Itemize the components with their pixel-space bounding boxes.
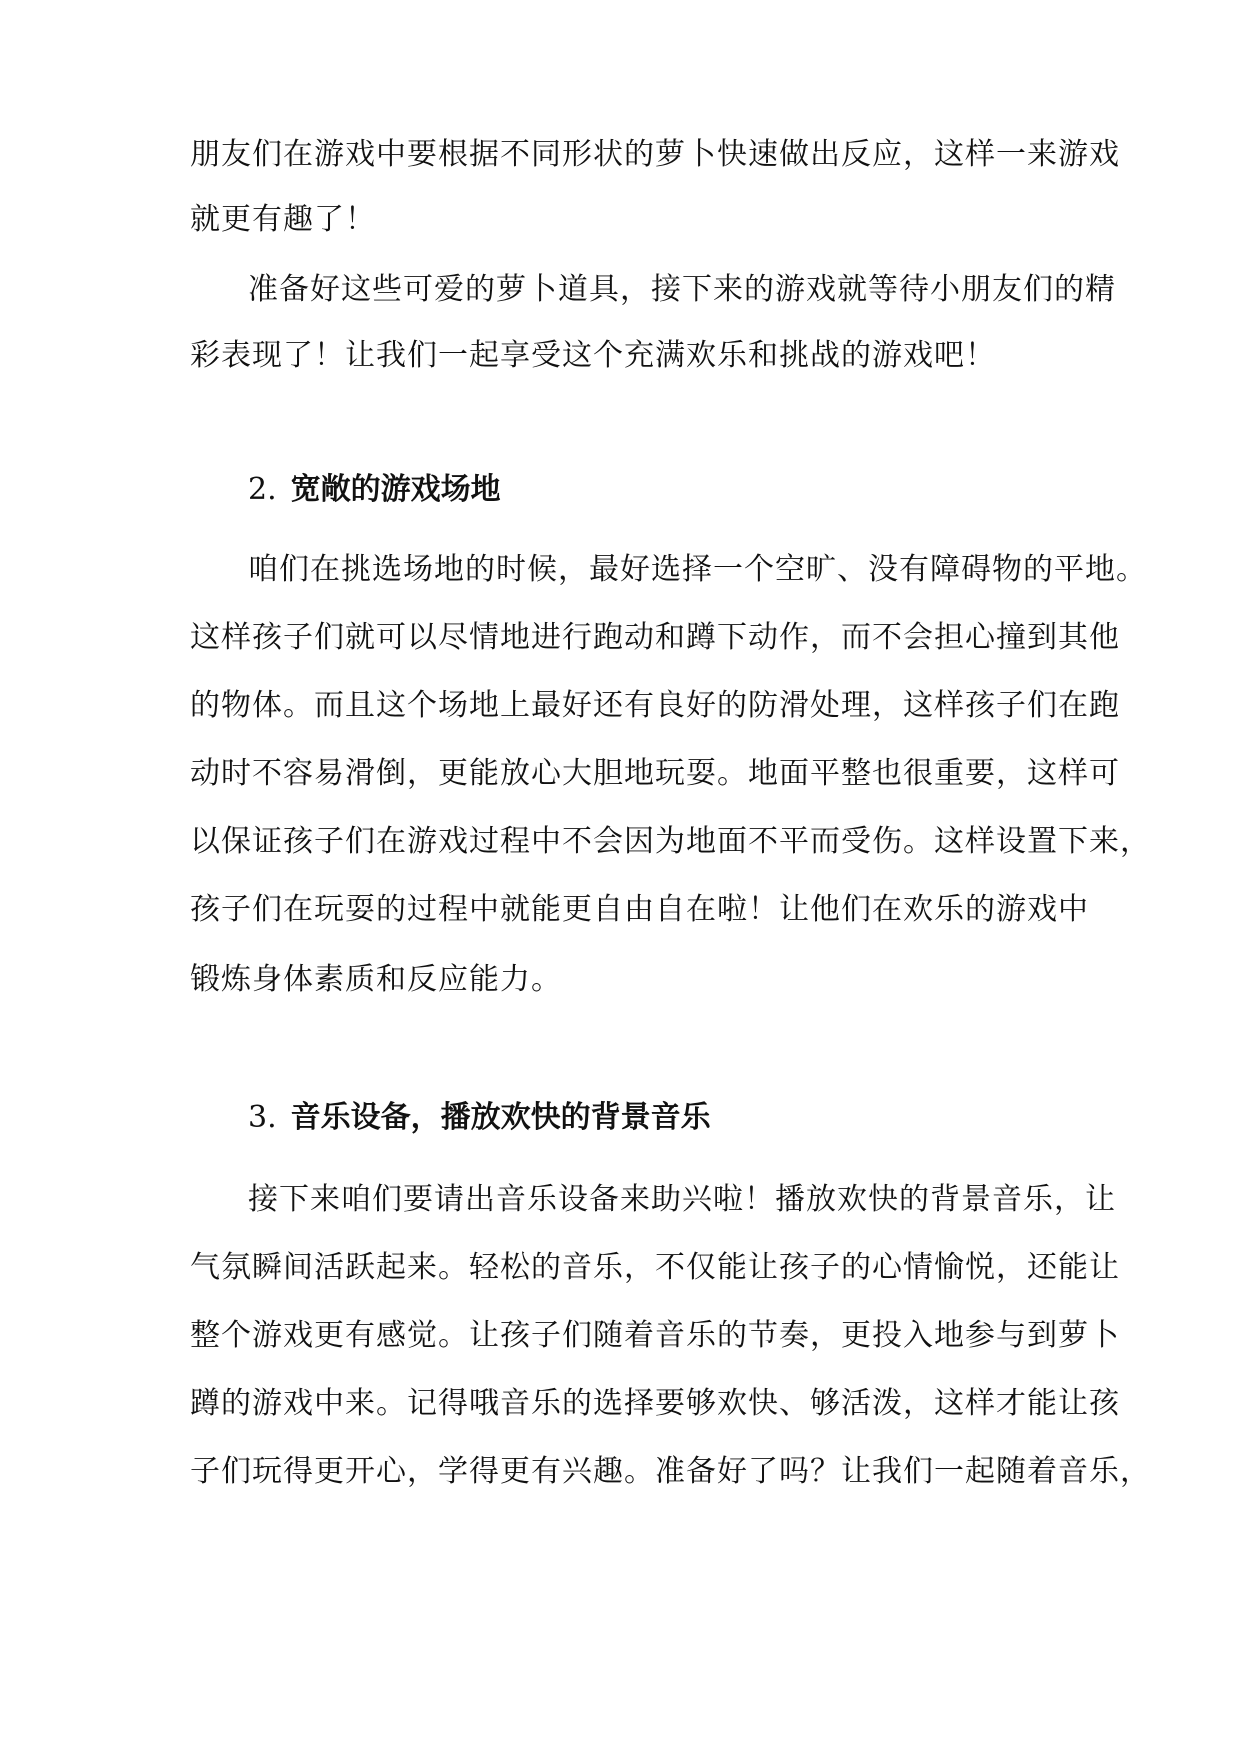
- paragraph-2-line-2: 彩表现了！让我们一起享受这个充满欢乐和挑战的游戏吧！: [190, 338, 996, 373]
- section-3-line-2: 气氛瞬间活跃起来。轻松的音乐，不仅能让孩子的心情愉悦，还能让: [190, 1250, 1120, 1285]
- section-3-line-1: 接下来咱们要请出音乐设备来助兴啦！播放欢快的背景音乐，让: [248, 1182, 1116, 1217]
- section-3-line-5: 子们玩得更开心，学得更有兴趣。准备好了吗？让我们一起随着音乐，: [190, 1454, 1151, 1489]
- section-3-heading: [248, 1098, 711, 1138]
- section-2-line-6: 孩子们在玩耍的过程中就能更自由自在啦！让他们在欢乐的游戏中: [190, 892, 1089, 927]
- paragraph-2-line-1: 准备好这些可爱的萝卜道具，接下来的游戏就等待小朋友们的精: [248, 272, 1116, 307]
- section-3-line-4: 蹲的游戏中来。记得哦音乐的选择要够欢快、够活泼，这样才能让孩: [190, 1386, 1120, 1421]
- section-2-heading: [248, 470, 501, 510]
- section-3-number: 3.: [248, 1100, 277, 1135]
- section-2-title: 宽敞的游戏场地: [290, 472, 501, 507]
- section-2-line-2: 这样孩子们就可以尽情地进行跑动和蹲下动作，而不会担心撞到其他: [190, 620, 1120, 655]
- section-2-number: 2.: [248, 472, 277, 507]
- paragraph-1-line-2: 就更有趣了！: [190, 202, 376, 237]
- section-2-line-5: 以保证孩子们在游戏过程中不会因为地面不平而受伤。这样设置下来，: [190, 824, 1151, 859]
- section-2-line-4: 动时不容易滑倒，更能放心大胆地玩耍。地面平整也很重要，这样可: [190, 756, 1120, 791]
- section-2-line-3: 的物体。而且这个场地上最好还有良好的防滑处理，这样孩子们在跑: [190, 688, 1120, 723]
- section-2-line-7: 锻炼身体素质和反应能力。: [190, 962, 562, 997]
- section-3-title: 音乐设备，播放欢快的背景音乐: [290, 1100, 711, 1135]
- paragraph-1-line-1: 朋友们在游戏中要根据不同形状的萝卜快速做出反应，这样一来游戏: [190, 137, 1120, 172]
- section-3-line-3: 整个游戏更有感觉。让孩子们随着音乐的节奏，更投入地参与到萝卜: [190, 1318, 1120, 1353]
- section-2-line-1: 咱们在挑选场地的时候，最好选择一个空旷、没有障碍物的平地。: [248, 552, 1147, 587]
